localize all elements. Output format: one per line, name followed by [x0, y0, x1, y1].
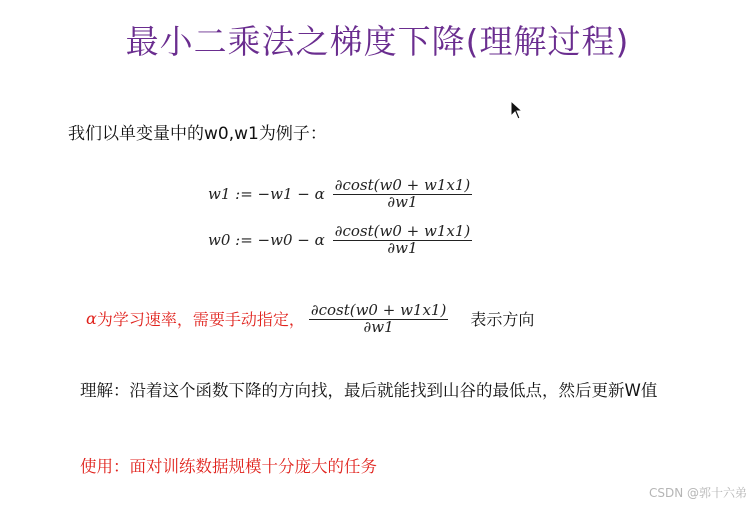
- fraction-numerator: ∂cost(w0 + w1x1): [310, 301, 447, 319]
- fraction: [333, 178, 473, 209]
- watermark: CSDN @郭十六弟: [648, 486, 747, 500]
- learning-rate-text: 为学习速率，需要手动指定，: [96, 310, 305, 329]
- fraction-denominator: ∂w1: [387, 193, 418, 211]
- alpha-symbol: α: [86, 309, 97, 328]
- mouse-pointer-icon: [510, 100, 524, 124]
- equation-lhs: w0 := −w0 − α: [208, 230, 325, 249]
- usage-text: 使用：面对训练数据规模十分庞大的任务: [80, 457, 377, 476]
- direction-fraction: [309, 303, 449, 334]
- learning-rate-note: [86, 303, 534, 334]
- direction-text: 表示方向: [470, 310, 535, 329]
- fraction-numerator: ∂cost(w0 + w1x1): [334, 176, 471, 194]
- equation-w1: [208, 178, 472, 209]
- equation-w0: [208, 224, 472, 255]
- fraction-denominator: ∂w1: [363, 318, 394, 336]
- intro-text: 我们以单变量中的w0,w1为例子：: [68, 124, 327, 144]
- fraction-denominator: ∂w1: [387, 239, 418, 257]
- equation-lhs: w1 := −w1 − α: [208, 184, 325, 203]
- fraction-numerator: ∂cost(w0 + w1x1): [334, 222, 471, 240]
- understanding-text: 理解：沿着这个函数下降的方向找，最后就能找到山谷的最低点，然后更新W值: [80, 381, 658, 400]
- fraction: [333, 224, 473, 255]
- slide-title: 最小二乘法之梯度下降(理解过程): [125, 22, 630, 61]
